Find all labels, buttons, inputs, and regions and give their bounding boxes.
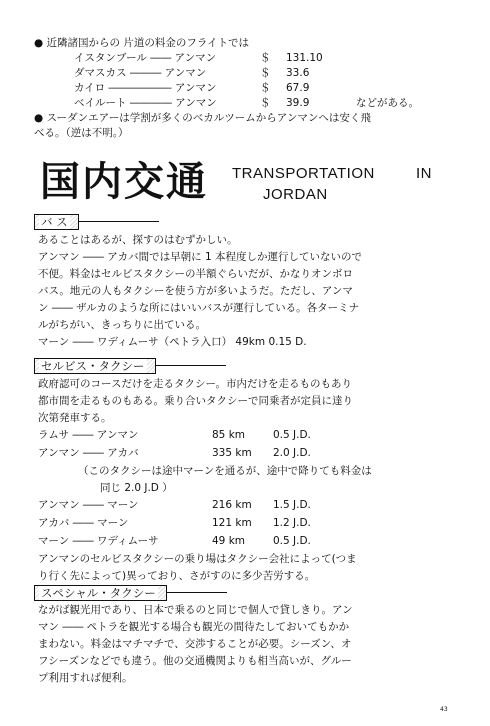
fare-row [34, 51, 464, 66]
text-line: まわない。料金はマチマチで、交渉することが必要。シーズン、オ [38, 638, 352, 650]
fare-row [34, 81, 464, 96]
section-label: セルビス・タクシー [41, 358, 145, 373]
section-label: スペシャル・タクシー [41, 585, 156, 600]
section-header-bus [34, 214, 159, 229]
text-line: ながば観光用であり、日本で乗るのと同じで個人で貸しきり。アン [38, 604, 353, 616]
route-row [38, 497, 466, 515]
section-rule [79, 221, 159, 222]
text-line: 政府認可のコースだけを走るタクシー。市内だけを走るものもあり [38, 378, 353, 390]
fare-amount: 131.10 [286, 52, 323, 64]
title-en-word2: IN [416, 165, 432, 182]
route-fare: 2.0 J.D. [273, 447, 311, 459]
route-name: マーン ―― ワディムーサ [38, 535, 159, 547]
fare-currency: ＄ [260, 97, 271, 109]
fare-amount: 67.9 [286, 82, 310, 94]
section-label: バ ス [41, 214, 68, 229]
section-label-box [34, 585, 167, 601]
route-fare: 1.5 J.D. [273, 499, 311, 511]
route-note: 同じ 2.0 J.D ） [100, 482, 173, 494]
fare-row [34, 96, 464, 111]
page-title-jp: 国内交通 [40, 158, 208, 205]
fare-route: ベイルート ―――― アンマン [74, 97, 217, 109]
bus-body [38, 232, 466, 351]
text-line: あることはあるが、探すのはむずかしい。 [38, 234, 238, 246]
title-en-word1: TRANSPORTATION [232, 165, 375, 182]
text-line: マーン ―― ワディムーサ（ペトラ入口） 49km 0.15 D. [38, 336, 307, 348]
text-line: り行く先によって)異っており、さがすのに多少苦労する。 [38, 570, 316, 582]
section-header-special-taxi [34, 585, 227, 600]
route-distance: 49 km [212, 535, 246, 547]
fare-route: イスタンブール ―― アンマン [74, 52, 217, 64]
text-line: 不便。料金はセルビスタクシーの半額ぐらいだが、かなりオンボロ [38, 268, 353, 280]
route-row [38, 427, 466, 445]
special-taxi-body [38, 602, 466, 687]
route-note: （このタクシーは途中マーンを通るが、途中で降りても料金は [78, 465, 372, 477]
text-line: プ利用すれば便利。 [38, 672, 133, 684]
intro-line-3: べる。（逆は不明。） [34, 127, 129, 139]
text-line: ン ―― ザルカのような所にはいいバスが運行している。各ターミナ [38, 302, 360, 314]
service-taxi-body [38, 376, 466, 585]
route-fare: 0.5 J.D. [273, 429, 311, 441]
text-line: 都市間を走るものもある。乗り合いタクシーで同乗者が定員に達り [38, 395, 353, 407]
route-name: ラムサ ―― アンマン [38, 429, 139, 441]
page-title-en-line2: JORDAN [263, 186, 328, 203]
fare-route: ダマスカス ――― アンマン [74, 67, 207, 79]
section-label-box [34, 358, 156, 374]
fare-currency: ＄ [260, 67, 271, 79]
route-name: アカバ ―― マーン [38, 517, 129, 529]
text-line: マン ―― ペトラを観光する場合も観光の間待たしておいてもかか [38, 621, 350, 633]
route-name: アンマン ―― アカバ [38, 447, 139, 459]
intro-block [34, 36, 464, 141]
route-row [38, 445, 466, 463]
text-line: 次第発車する。 [38, 412, 112, 424]
route-distance: 216 km [212, 499, 252, 511]
page-number: 43 [440, 706, 448, 713]
text-line: ルがちがい、きっちりに出ている。 [38, 319, 206, 331]
text-line: バス。地元の人もタクシーを使う方が多いようだ。ただし、アンマ [38, 285, 353, 297]
text-line: アンマンのセルビスタクシーの乗り場はタクシー会社によって(つま [38, 553, 357, 565]
fare-currency: ＄ [260, 52, 271, 64]
section-label-box [34, 214, 79, 230]
page-title-en-line1 [232, 165, 432, 182]
section-rule [156, 365, 226, 366]
fare-row [34, 66, 464, 81]
route-name: アンマン ―― マーン [38, 499, 139, 511]
intro-line-1: ● 近隣諸国からの 片道の料金のフライトでは [34, 37, 250, 49]
fare-note: などがある。 [356, 97, 419, 109]
section-header-service-taxi [34, 358, 226, 373]
fare-amount: 39.9 [286, 97, 310, 109]
fare-route: カイロ ―――――― アンマン [74, 82, 217, 94]
route-row [38, 515, 466, 533]
fare-currency: ＄ [260, 82, 271, 94]
route-distance: 335 km [212, 447, 252, 459]
route-fare: 1.2 J.D. [273, 517, 311, 529]
text-line: フシーズンなどでも違う。他の交通機関よりも相当高いが、グルー [38, 655, 352, 667]
fare-amount: 33.6 [286, 67, 310, 79]
route-fare: 0.5 J.D. [273, 535, 311, 547]
route-row [38, 533, 466, 551]
route-distance: 121 km [212, 517, 252, 529]
route-distance: 85 km [212, 429, 246, 441]
section-rule [167, 592, 227, 593]
intro-line-2: ● スーダンエアーは学割が多くのベカルツームからアンマンへは安く飛 [34, 112, 371, 124]
text-line: アンマン ―― アカバ間では早朝に 1 本程度しか運行していないので [38, 251, 363, 263]
